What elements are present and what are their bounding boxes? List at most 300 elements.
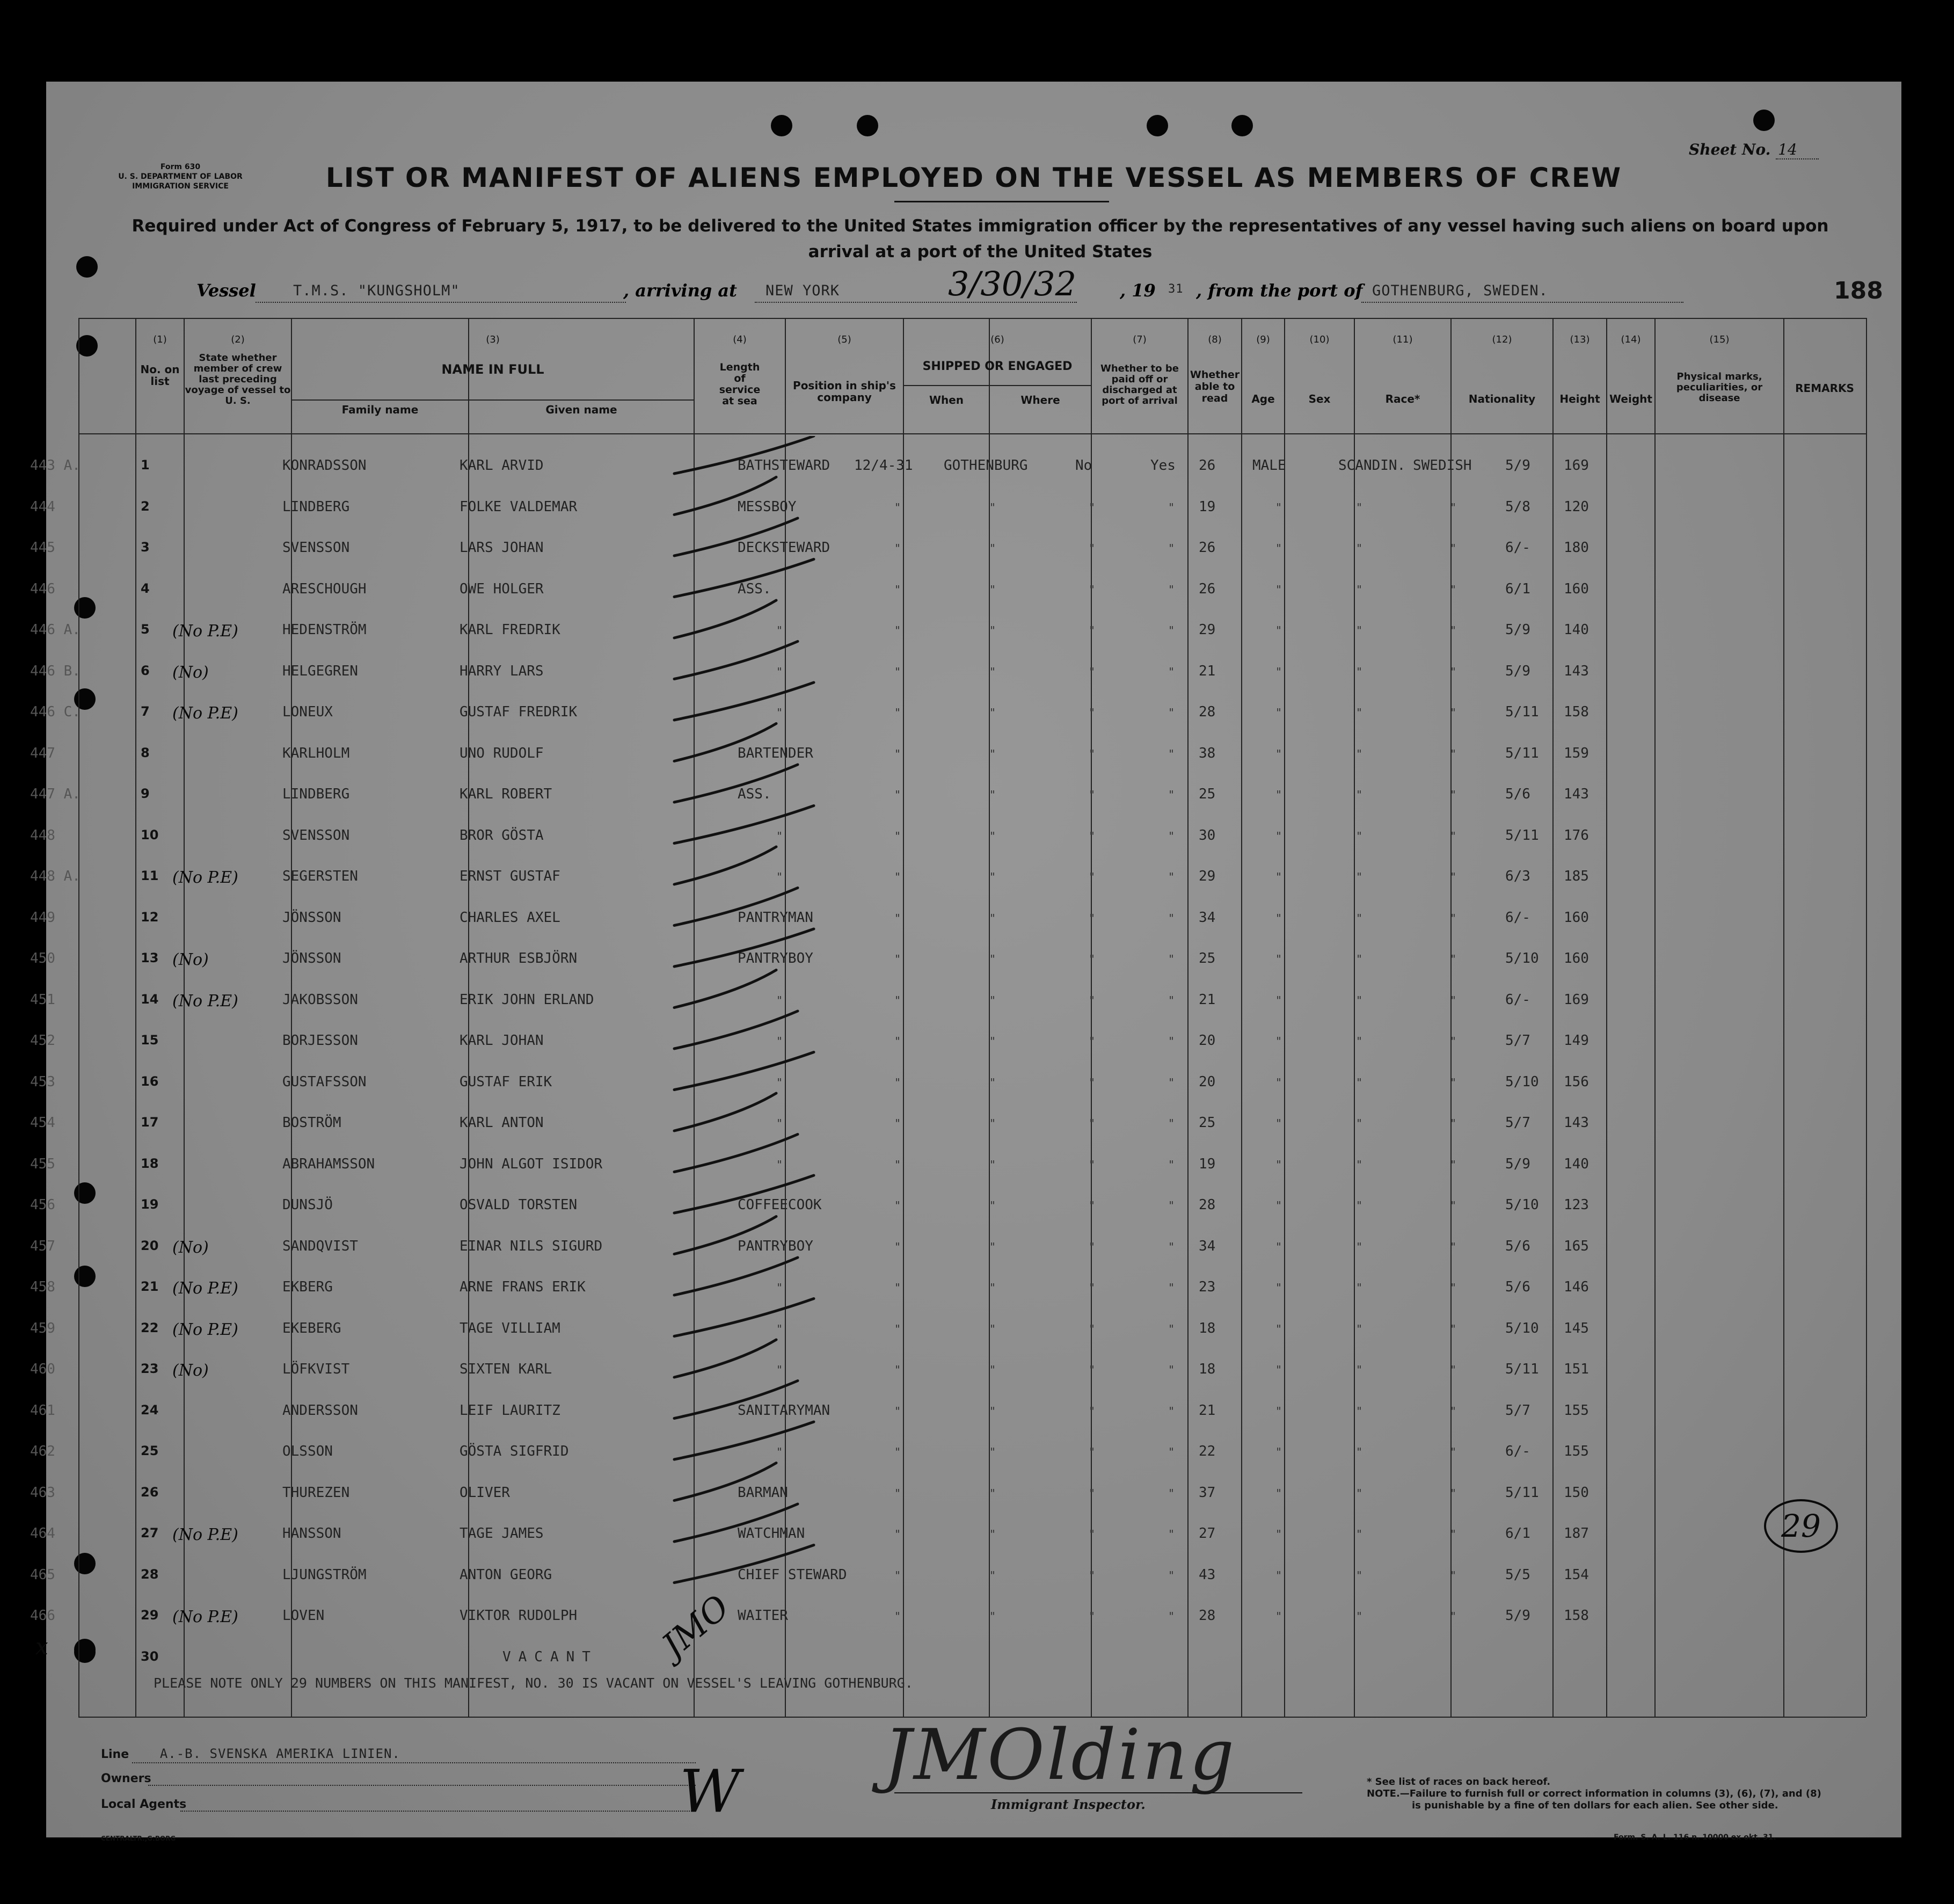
col14-label: Weight bbox=[1609, 393, 1652, 405]
given-name: UNO RUDOLF bbox=[460, 745, 544, 761]
given-name: TAGE VILLIAM bbox=[460, 1320, 560, 1336]
age: 29 bbox=[1199, 622, 1216, 638]
height: 5/5 bbox=[1505, 1566, 1530, 1583]
ditto-mark: " bbox=[1356, 1035, 1363, 1048]
ditto-mark: " bbox=[1168, 829, 1175, 842]
col2-num: (2) bbox=[231, 334, 245, 345]
ditto-mark: " bbox=[776, 1322, 783, 1335]
height: 5/10 bbox=[1505, 950, 1539, 966]
ditto-mark: " bbox=[1450, 1035, 1457, 1048]
ditto-mark: " bbox=[1275, 1158, 1282, 1171]
ditto-mark: " bbox=[1089, 706, 1096, 719]
service-stroke bbox=[674, 1052, 814, 1090]
arriving-label: , arriving at bbox=[623, 280, 737, 301]
arriving-port: NEW YORK bbox=[765, 282, 840, 299]
ditto-mark: " bbox=[989, 1281, 996, 1294]
col8-label: Whether able to read bbox=[1190, 369, 1240, 404]
ditto-mark: " bbox=[894, 1404, 901, 1418]
ref-number: 447 bbox=[30, 745, 55, 761]
ditto-mark: " bbox=[1168, 1486, 1175, 1500]
page-number: 188 bbox=[1834, 277, 1883, 304]
given-name: SIXTEN KARL bbox=[460, 1361, 552, 1377]
given-name: ERIK JOHN ERLAND bbox=[460, 991, 594, 1008]
service-stroke bbox=[674, 642, 798, 679]
weight: 155 bbox=[1564, 1402, 1589, 1419]
punch-hole bbox=[76, 256, 98, 278]
service-stroke bbox=[674, 1381, 798, 1419]
row-number: 28 bbox=[141, 1566, 159, 1582]
ditto-mark: " bbox=[776, 829, 783, 842]
subtitle bbox=[121, 213, 1839, 265]
col7-num: (7) bbox=[1133, 334, 1147, 345]
column-line bbox=[1241, 318, 1242, 1717]
title-underline bbox=[894, 201, 1109, 202]
row-number: 23 bbox=[141, 1361, 159, 1376]
ditto-mark: " bbox=[894, 788, 901, 801]
ditto-mark: " bbox=[1450, 911, 1457, 925]
age: 23 bbox=[1199, 1279, 1216, 1295]
given-name: OWE HOLGER bbox=[460, 580, 544, 597]
printer-mark: CENTRALTR.,G:BORG bbox=[101, 1835, 176, 1842]
height: 5/7 bbox=[1505, 1033, 1530, 1049]
service-stroke bbox=[674, 1545, 814, 1583]
weight: 165 bbox=[1564, 1238, 1589, 1254]
age: 34 bbox=[1199, 909, 1216, 926]
ditto-mark: " bbox=[1089, 1363, 1096, 1376]
weight: 158 bbox=[1564, 1608, 1589, 1624]
col4-num: (4) bbox=[733, 334, 747, 345]
previous-voyage: (No P.E) bbox=[172, 1320, 238, 1339]
col6-num: (6) bbox=[990, 334, 1004, 345]
position: PANTRYBOY bbox=[738, 950, 813, 966]
ref-number: 457 bbox=[30, 1238, 55, 1254]
vacant-note: PLEASE NOTE ONLY 29 NUMBERS ON THIS MANIFEST, NO. 30 IS VACANT ON VESSEL'S LEAVING GOTHENBURG. bbox=[154, 1675, 913, 1691]
ditto-mark: " bbox=[1450, 1158, 1457, 1171]
ditto-mark: " bbox=[894, 665, 901, 678]
subtitle-line-2: arrival at a port of the United States bbox=[808, 242, 1153, 261]
height: 5/11 bbox=[1505, 1484, 1539, 1501]
ditto-mark: " bbox=[1089, 583, 1096, 596]
height: 5/7 bbox=[1505, 1115, 1530, 1131]
ref-number: 443 A. bbox=[30, 457, 81, 474]
ditto-mark: " bbox=[989, 1445, 996, 1458]
ditto-mark: " bbox=[1450, 1445, 1457, 1458]
col11-num: (11) bbox=[1392, 334, 1413, 345]
ditto-mark: " bbox=[1168, 1035, 1175, 1048]
row-number: 22 bbox=[141, 1320, 159, 1335]
ditto-mark: " bbox=[989, 1610, 996, 1623]
family-name: JAKOBSSON bbox=[282, 991, 358, 1008]
ditto-mark: " bbox=[776, 993, 783, 1007]
height: 5/10 bbox=[1505, 1320, 1539, 1336]
given-name: OLIVER bbox=[460, 1484, 510, 1501]
ditto-mark: " bbox=[776, 1035, 783, 1048]
ref-number: 456 bbox=[30, 1197, 55, 1213]
service-stroke bbox=[674, 929, 814, 966]
previous-voyage: (No) bbox=[172, 663, 209, 682]
family-name: BORJESSON bbox=[282, 1033, 358, 1049]
family-name: HEDENSTRÖM bbox=[282, 622, 367, 638]
ditto-mark: " bbox=[1450, 1486, 1457, 1500]
col6-where: Where bbox=[1020, 394, 1060, 406]
ditto-mark: " bbox=[894, 1117, 901, 1130]
ditto-mark: " bbox=[1275, 542, 1282, 555]
height: 6/- bbox=[1505, 991, 1530, 1008]
ditto-mark: " bbox=[1275, 706, 1282, 719]
row-number: 30 bbox=[141, 1648, 159, 1664]
ditto-mark: " bbox=[1450, 1568, 1457, 1582]
ditto-mark: " bbox=[894, 500, 901, 514]
col1-label: No. on list bbox=[140, 363, 180, 388]
ditto-mark: " bbox=[1275, 1363, 1282, 1376]
service-stroke bbox=[674, 1011, 798, 1049]
ditto-mark: " bbox=[894, 870, 901, 883]
ditto-mark: " bbox=[776, 1445, 783, 1458]
col1-num: (1) bbox=[153, 334, 167, 345]
height: 5/6 bbox=[1505, 1279, 1530, 1295]
ditto-mark: " bbox=[1089, 911, 1096, 925]
ditto-mark: " bbox=[776, 665, 783, 678]
ditto-mark: " bbox=[1168, 1322, 1175, 1335]
age: 26 bbox=[1199, 540, 1216, 556]
col3-family: Family name bbox=[341, 403, 419, 416]
ref-number: 465 bbox=[30, 1566, 55, 1583]
ditto-mark: " bbox=[1356, 1240, 1363, 1253]
service-stroke bbox=[674, 1135, 798, 1172]
ditto-mark: " bbox=[1275, 1322, 1282, 1335]
inspector-label: Immigrant Inspector. bbox=[991, 1797, 1146, 1812]
ditto-mark: " bbox=[776, 1281, 783, 1294]
age: 27 bbox=[1199, 1525, 1216, 1542]
weight: 150 bbox=[1564, 1484, 1589, 1501]
ditto-mark: " bbox=[1275, 1117, 1282, 1130]
previous-voyage: (No) bbox=[172, 1361, 209, 1380]
ditto-mark: " bbox=[1450, 1075, 1457, 1089]
inspector-underline bbox=[894, 1792, 1302, 1793]
age: 30 bbox=[1199, 827, 1216, 844]
ditto-mark: " bbox=[1450, 1117, 1457, 1130]
row-number: 2 bbox=[141, 498, 150, 514]
ref-number: 458 bbox=[30, 1279, 55, 1295]
ditto-mark: " bbox=[989, 1035, 996, 1048]
given-name: KARL FREDRIK bbox=[460, 622, 560, 638]
ditto-mark: " bbox=[776, 706, 783, 719]
col15-label: Physical marks, peculiarities, or disease bbox=[1676, 371, 1763, 404]
ditto-mark: " bbox=[894, 1322, 901, 1335]
col10-label: Sex bbox=[1308, 393, 1331, 405]
subheader-line bbox=[904, 385, 1091, 386]
weight: 154 bbox=[1564, 1566, 1589, 1583]
family-name: EKEBERG bbox=[282, 1320, 341, 1336]
ref-number: 446 A. bbox=[30, 622, 81, 638]
ditto-mark: " bbox=[1275, 500, 1282, 514]
given-name: GÖSTA SIGFRID bbox=[460, 1443, 569, 1459]
ditto-mark: " bbox=[1168, 1158, 1175, 1171]
ditto-mark: " bbox=[1275, 1568, 1282, 1582]
punch-hole bbox=[1147, 115, 1168, 136]
previous-voyage: (No P.E) bbox=[172, 704, 238, 723]
height: 5/10 bbox=[1505, 1197, 1539, 1213]
ditto-mark: " bbox=[1089, 1117, 1096, 1130]
ditto-mark: " bbox=[894, 993, 901, 1007]
weight: 187 bbox=[1564, 1525, 1589, 1542]
ditto-mark: " bbox=[1356, 993, 1363, 1007]
position: DECKSTEWARD bbox=[738, 540, 830, 556]
ditto-mark: " bbox=[1356, 1610, 1363, 1623]
previous-voyage: (No P.E) bbox=[172, 1525, 238, 1544]
ditto-mark: " bbox=[1089, 1035, 1096, 1048]
ditto-mark: " bbox=[1275, 1240, 1282, 1253]
penalty-note-1: NOTE.—Failure to furnish full or correct information in columns (3), (6), (7), and (8) bbox=[1367, 1788, 1821, 1799]
ditto-mark: " bbox=[894, 1281, 901, 1294]
ditto-mark: " bbox=[1089, 1158, 1096, 1171]
line-label: Line bbox=[101, 1748, 129, 1761]
able-to-read: Yes bbox=[1150, 457, 1176, 474]
ditto-mark: " bbox=[1168, 706, 1175, 719]
weight: 160 bbox=[1564, 580, 1589, 597]
previous-voyage: (No P.E) bbox=[172, 868, 238, 887]
line-value: A.-B. SVENSKA AMERIKA LINIEN. bbox=[159, 1746, 400, 1761]
ditto-mark: " bbox=[1356, 1363, 1363, 1376]
ditto-mark: " bbox=[894, 911, 901, 925]
given-name: GUSTAF FREDRIK bbox=[460, 704, 578, 720]
punch-hole bbox=[74, 1641, 96, 1663]
ditto-mark: " bbox=[1168, 953, 1175, 965]
ditto-mark: " bbox=[1089, 1528, 1096, 1540]
family-name: BOSTRÖM bbox=[282, 1115, 341, 1131]
family-name: SANDQVIST bbox=[282, 1238, 358, 1254]
ditto-mark: " bbox=[1275, 788, 1282, 801]
ref-number: 452 bbox=[30, 1033, 55, 1049]
ditto-mark: " bbox=[989, 706, 996, 719]
column-line bbox=[1606, 318, 1607, 1717]
col16-label: REMARKS bbox=[1795, 382, 1854, 395]
ditto-mark: " bbox=[1275, 1281, 1282, 1294]
height: 5/11 bbox=[1505, 827, 1539, 844]
ditto-mark: " bbox=[1275, 1404, 1282, 1418]
service-stroke bbox=[674, 682, 814, 720]
family-name: THUREZEN bbox=[282, 1484, 350, 1501]
ditto-mark: " bbox=[1168, 747, 1175, 760]
family-name: JÖNSSON bbox=[282, 909, 341, 926]
ditto-mark: " bbox=[1168, 1281, 1175, 1294]
x-mark: x bbox=[35, 1633, 48, 1660]
ditto-mark: " bbox=[989, 624, 996, 637]
age: 18 bbox=[1199, 1320, 1216, 1336]
age: 28 bbox=[1199, 1197, 1216, 1213]
ditto-mark: " bbox=[1450, 870, 1457, 883]
row-number: 4 bbox=[141, 580, 150, 596]
weight: 143 bbox=[1564, 1115, 1589, 1131]
row-number: 24 bbox=[141, 1402, 159, 1418]
service-stroke bbox=[674, 724, 776, 761]
height: 6/- bbox=[1505, 540, 1530, 556]
ditto-mark: " bbox=[989, 1158, 996, 1171]
service-stroke bbox=[674, 1340, 776, 1377]
age: 37 bbox=[1199, 1484, 1216, 1501]
height: 5/9 bbox=[1505, 457, 1530, 474]
previous-voyage: (No) bbox=[172, 950, 209, 969]
ditto-mark: " bbox=[1450, 1404, 1457, 1418]
given-name: KARL ARVID bbox=[460, 457, 544, 474]
ditto-mark: " bbox=[1356, 911, 1363, 925]
ditto-mark: " bbox=[1168, 1199, 1175, 1212]
ditto-mark: " bbox=[1275, 993, 1282, 1007]
ditto-mark: " bbox=[1089, 1240, 1096, 1253]
previous-voyage: (No P.E) bbox=[172, 991, 238, 1011]
ditto-mark: " bbox=[894, 1075, 901, 1089]
ditto-mark: " bbox=[1168, 1568, 1175, 1582]
age: 29 bbox=[1199, 868, 1216, 884]
given-name: LARS JOHAN bbox=[460, 540, 544, 556]
ditto-mark: " bbox=[1356, 1199, 1363, 1212]
row-number: 5 bbox=[141, 622, 150, 637]
weight: 169 bbox=[1564, 457, 1589, 474]
ditto-mark: " bbox=[989, 870, 996, 883]
column-line bbox=[1284, 318, 1285, 1717]
family-name: SVENSSON bbox=[282, 827, 350, 844]
ref-number: 464 bbox=[30, 1525, 55, 1542]
line-row bbox=[101, 1746, 400, 1761]
given-name: JOHN ALGOT ISIDOR bbox=[460, 1156, 603, 1172]
ditto-mark: " bbox=[894, 1363, 901, 1376]
ref-number: 451 bbox=[30, 991, 55, 1008]
punch-hole bbox=[74, 597, 96, 619]
ditto-mark: " bbox=[1168, 1528, 1175, 1540]
ditto-mark: " bbox=[894, 1528, 901, 1540]
ditto-mark: " bbox=[776, 1075, 783, 1089]
from-underline bbox=[1361, 302, 1683, 303]
race-note: * See list of races on back hereof. bbox=[1367, 1776, 1551, 1787]
row-number: 14 bbox=[141, 991, 159, 1007]
ditto-mark: " bbox=[1275, 665, 1282, 678]
ref-number: 445 bbox=[30, 540, 55, 556]
subheader-line bbox=[292, 399, 694, 401]
ditto-mark: " bbox=[1450, 993, 1457, 1007]
ditto-mark: " bbox=[776, 1158, 783, 1171]
ditto-mark: " bbox=[1089, 1404, 1096, 1418]
height: 5/7 bbox=[1505, 1402, 1530, 1419]
age: 21 bbox=[1199, 663, 1216, 679]
vessel-underline bbox=[256, 302, 626, 303]
ref-number: 453 bbox=[30, 1073, 55, 1090]
service: IMMIGRATION SERVICE bbox=[132, 182, 229, 191]
ditto-mark: " bbox=[1089, 500, 1096, 514]
weight: 159 bbox=[1564, 745, 1589, 761]
ref-number: 444 bbox=[30, 498, 55, 515]
ditto-mark: " bbox=[1450, 829, 1457, 842]
ref-number: 466 bbox=[30, 1608, 55, 1624]
ditto-mark: " bbox=[1356, 747, 1363, 760]
row-number: 20 bbox=[141, 1238, 159, 1253]
col9-num: (9) bbox=[1256, 334, 1270, 345]
ditto-mark: " bbox=[989, 829, 996, 842]
ref-number: 460 bbox=[30, 1361, 55, 1377]
age: 21 bbox=[1199, 991, 1216, 1008]
family-name: HELGEGREN bbox=[282, 663, 358, 679]
service-stroke bbox=[674, 436, 814, 474]
col3-label: NAME IN FULL bbox=[441, 362, 544, 377]
ditto-mark: " bbox=[1450, 542, 1457, 555]
row-number: 18 bbox=[141, 1156, 159, 1171]
vessel-line bbox=[196, 264, 1883, 307]
height: 6/- bbox=[1505, 909, 1530, 926]
ditto-mark: " bbox=[1450, 583, 1457, 596]
ditto-mark: " bbox=[1089, 1445, 1096, 1458]
col5-label: Position in ship's company bbox=[793, 379, 896, 404]
ditto-mark: " bbox=[1356, 1158, 1363, 1171]
ditto-mark: " bbox=[1450, 953, 1457, 965]
ditto-mark: " bbox=[1089, 1075, 1096, 1089]
age: 18 bbox=[1199, 1361, 1216, 1377]
ditto-mark: " bbox=[1450, 747, 1457, 760]
col9-label: Age bbox=[1251, 393, 1275, 405]
ditto-mark: " bbox=[1356, 583, 1363, 596]
col5-num: (5) bbox=[837, 334, 851, 345]
circled-count-value: 29 bbox=[1781, 1508, 1821, 1544]
position: CHIEF STEWARD bbox=[738, 1566, 847, 1583]
punch-hole bbox=[1231, 115, 1253, 136]
family-name: OLSSON bbox=[282, 1443, 333, 1459]
ditto-mark: " bbox=[1356, 1322, 1363, 1335]
age: 38 bbox=[1199, 745, 1216, 761]
row-number: 9 bbox=[141, 786, 150, 801]
ditto-mark: " bbox=[1450, 1281, 1457, 1294]
height: 6/1 bbox=[1505, 580, 1530, 597]
ditto-mark: " bbox=[1450, 1199, 1457, 1212]
position: SANITARYMAN bbox=[738, 1402, 830, 1419]
ref-number: 446 bbox=[30, 580, 55, 597]
given-name: OSVALD TORSTEN bbox=[460, 1197, 578, 1213]
given-name: VACANT bbox=[502, 1648, 598, 1665]
shipped-where: GOTHENBURG bbox=[944, 457, 1028, 474]
previous-voyage: (No P.E) bbox=[172, 1279, 238, 1298]
ref-number: 455 bbox=[30, 1156, 55, 1172]
weight: 185 bbox=[1564, 868, 1589, 884]
ditto-mark: " bbox=[1089, 829, 1096, 842]
ditto-mark: " bbox=[1275, 870, 1282, 883]
ditto-mark: " bbox=[894, 1610, 901, 1623]
ditto-mark: " bbox=[1089, 542, 1096, 555]
age: 20 bbox=[1199, 1073, 1216, 1090]
column-line bbox=[1552, 318, 1554, 1717]
column-line bbox=[1654, 318, 1656, 1717]
ref-number: 454 bbox=[30, 1115, 55, 1131]
punch-hole bbox=[74, 1182, 96, 1204]
weight: 149 bbox=[1564, 1033, 1589, 1049]
ditto-mark: " bbox=[1168, 583, 1175, 596]
paid-off: No bbox=[1075, 457, 1092, 474]
ditto-mark: " bbox=[1168, 542, 1175, 555]
position: BARMAN bbox=[738, 1484, 788, 1501]
ditto-mark: " bbox=[1089, 665, 1096, 678]
family-name: GUSTAFSSON bbox=[282, 1073, 367, 1090]
ditto-mark: " bbox=[1168, 500, 1175, 514]
ditto-mark: " bbox=[894, 953, 901, 965]
manifest-sheet bbox=[30, 82, 1901, 1842]
family-name: JÖNSSON bbox=[282, 950, 341, 966]
ditto-mark: " bbox=[1356, 665, 1363, 678]
ditto-mark: " bbox=[1168, 993, 1175, 1007]
ditto-mark: " bbox=[894, 1158, 901, 1171]
ditto-mark: " bbox=[1356, 829, 1363, 842]
family-name: KONRADSSON bbox=[282, 457, 367, 474]
weight: 160 bbox=[1564, 909, 1589, 926]
row-number: 19 bbox=[141, 1197, 159, 1212]
family-name: ARESCHOUGH bbox=[282, 580, 367, 597]
row-number: 27 bbox=[141, 1525, 159, 1540]
height: 5/6 bbox=[1505, 786, 1530, 802]
